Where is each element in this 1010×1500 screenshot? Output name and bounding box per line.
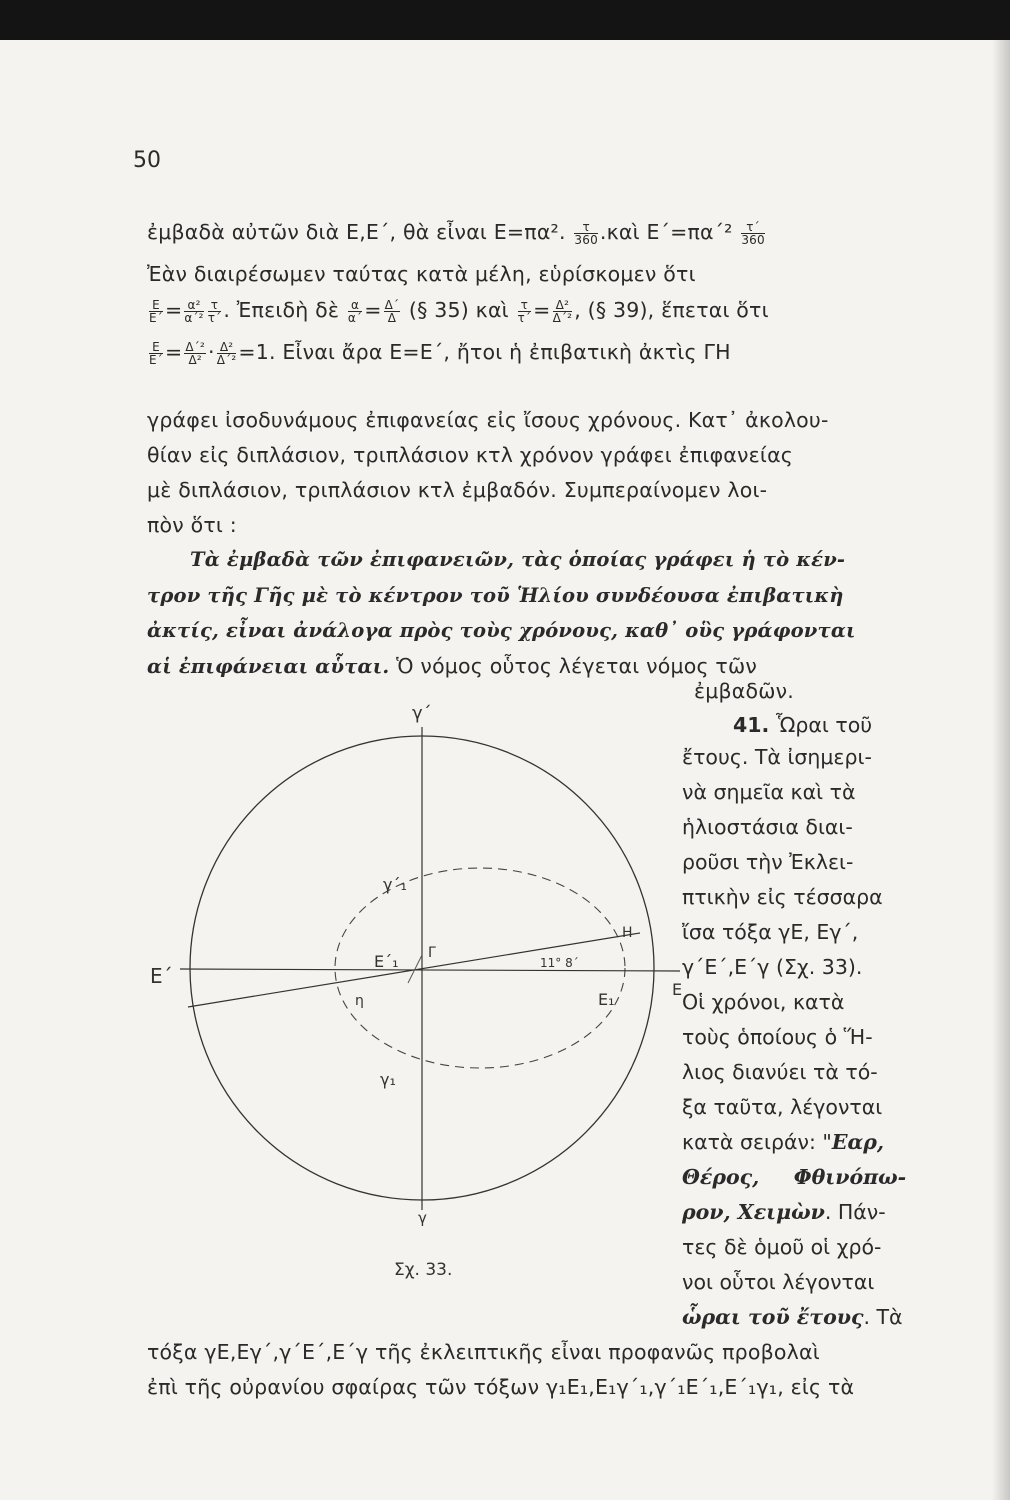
text-line-12 — [147, 654, 757, 678]
fraction — [518, 299, 532, 324]
text-segment: =1. Εἶναι ἄρα Ε=Ε΄, ἤτοι ἡ ἐπιβατικὴ ἀκτὶς ΓΗ — [238, 340, 731, 364]
fraction-den: α΄ — [347, 310, 363, 325]
text-line-1 — [147, 220, 767, 246]
season-spring: Εαρ, — [831, 1130, 884, 1154]
fraction-den: Δ΄² — [552, 310, 573, 325]
figure-33-diagram — [150, 703, 683, 1315]
col-line-14 — [682, 1165, 906, 1189]
text-segment: . Ἐπειδὴ δὲ — [223, 298, 340, 322]
page-number: 50 — [133, 148, 161, 173]
text-line-7: μὲ διπλάσιον, τριπλάσιον κτλ ἐμβαδόν. Συμπεραίνομεν λοι- — [147, 478, 768, 502]
col-line-16: τες δὲ ὁμοῦ οἱ χρό- — [682, 1235, 882, 1259]
fraction — [184, 299, 203, 324]
text-line-8: πὸν ὅτι : — [147, 513, 237, 537]
text-segment: κατὰ σειράν: " — [682, 1130, 832, 1154]
fraction — [348, 299, 362, 324]
fraction-den: τ΄ — [517, 310, 532, 325]
fraction-den: Ε΄ — [149, 352, 163, 367]
fraction — [184, 341, 206, 366]
fraction-num: α² — [184, 299, 203, 312]
section-number: 41. — [733, 713, 770, 737]
text-line-9: Τὰ ἐμβαδὰ τῶν ἐπιφανειῶν, τὰς ὁποίας γράφει ἡ τὸ κέν- — [190, 548, 846, 571]
text-line-3: $\frac{E}{E΄}$ = $\frac{\text{α²}}{\text{α΄²}}$ $\frac{\tau}{\tau΄}$ . Ἐπειδὴ δὲ $\frac{\alpha}{\alpha΄}$ = $\frac{\Delta΄}{\Delta}$ (§ 35) καὶ $\frac{\tau}{\tau΄}$ = $\frac{\text{Δ²}}{\text{Δ΄²}}$ , (§ 39), ἕπεται ὅτι — [149, 297, 769, 325]
text-segment: (§ 35) καὶ — [408, 298, 509, 322]
text-segment: αἱ ἐπιφάνειαι αὗται. — [147, 655, 390, 678]
season-winter: ρον, Χειμὼν — [682, 1200, 825, 1224]
fraction — [741, 221, 765, 246]
label-E: Ε — [672, 980, 683, 999]
text-segment: . Τὰ — [863, 1305, 903, 1329]
term-seasons: ὧραι τοῦ ἔτους — [682, 1305, 864, 1329]
col-line-15 — [682, 1200, 886, 1224]
fraction — [574, 221, 598, 246]
col-line-6: πτικὴν εἰς τέσσαρα — [682, 885, 883, 909]
text-segment: , (§ 39), ἕπεται ὅτι — [574, 298, 769, 322]
fraction-den: τ΄ — [207, 310, 222, 325]
horizontal-axis-line — [180, 969, 680, 971]
fraction-num: τ — [574, 221, 598, 234]
figure-caption: Σχ. 33. — [394, 1260, 453, 1280]
fraction-den: Δ — [387, 310, 397, 325]
text-segment: = — [164, 298, 183, 322]
text-line-bottom-1: τόξα γΕ,Εγ΄,γ΄Ε΄,Ε΄γ τῆς ἐκλειπτικῆς εἶναι προφανῶς προβολαὶ — [147, 1340, 820, 1364]
label-H: Η — [622, 925, 633, 941]
season-summer: Θέρος, — [682, 1165, 760, 1189]
scan-top-border — [0, 0, 1010, 40]
fraction-den: α΄² — [184, 310, 204, 325]
col-line-11: λιος διανύει τὰ τό- — [682, 1060, 878, 1084]
label-gamma-bottom: γ — [418, 1209, 427, 1227]
fraction-num: Δ΄² — [185, 339, 205, 354]
label-E1: Ε₁ — [598, 990, 615, 1009]
text-segment: ἐμβαδὰ αὐτῶν διὰ Ε,Ε΄, θὰ εἶναι Ε=πα². — [147, 220, 566, 244]
fraction-num: Δ΄ — [384, 297, 400, 312]
scan-right-edge — [992, 40, 1010, 1500]
fraction-den: Δ² — [188, 352, 202, 367]
text-segment: .καὶ Ε΄=πα΄² — [599, 220, 733, 244]
fraction — [149, 299, 163, 324]
fraction-num: α — [348, 299, 362, 312]
label-angle: 11° 8΄ — [540, 956, 579, 970]
col-line-3: νὰ σημεῖα καὶ τὰ — [682, 780, 856, 804]
label-gamma1-prime: γ΄₁ — [383, 875, 407, 894]
col-line-8: γ΄Ε΄,Ε΄γ (Σχ. 33). — [682, 955, 863, 979]
col-line-13 — [682, 1130, 884, 1154]
fraction-den: 360 — [741, 232, 765, 247]
fraction — [217, 341, 237, 366]
fraction-num: τ΄ — [741, 221, 765, 234]
fraction — [384, 299, 401, 324]
section-title: Ὧραι τοῦ — [775, 713, 873, 737]
col-line-10: τοὺς ὁποίους ὁ Ἥ- — [682, 1025, 873, 1049]
fraction-den: 360 — [574, 232, 598, 247]
fraction-num: Δ² — [553, 299, 573, 312]
col-line-5: ροῦσι τὴν Ἐκλει- — [682, 850, 854, 874]
fraction — [553, 299, 573, 324]
fraction — [149, 341, 163, 366]
col-line-9: Οἱ χρόνοι, κατὰ — [682, 990, 845, 1014]
col-line-17: νοι οὗτοι λέγονται — [682, 1270, 875, 1294]
text-line-13: ἐμβαδῶν. — [694, 679, 794, 703]
label-eta: η — [355, 993, 364, 1009]
fraction-num: Ε — [149, 341, 163, 354]
text-line-10: τρον τῆς Γῆς μὲ τὸ κέντρον τοῦ Ἡλίου συνδέουσα ἐπιβατικὴ — [147, 584, 844, 607]
col-line-7: ἴσα τόξα γΕ, Εγ΄, — [682, 920, 859, 944]
label-E-prime: Ε΄ — [150, 964, 173, 988]
fraction-num: Δ² — [217, 341, 237, 354]
season-autumn: Φθινόπω- — [793, 1165, 907, 1189]
text-line-6: θίαν εἰς διπλάσιον, τριπλάσιον κτλ χρόνον γράφει ἐπιφανείας — [147, 443, 794, 467]
fraction-num: τ — [208, 299, 222, 312]
text-line-11: ἀκτίς, εἶναι ἀνάλογα πρὸς τοὺς χρόνους, καθ᾿ οὓς γράφονται — [147, 619, 856, 642]
label-Gamma: Γ — [428, 945, 436, 961]
col-line-4: ἡλιοστάσια διαι- — [682, 815, 853, 839]
col-line-2: ἔτους. Τὰ ἰσημερι- — [682, 745, 872, 769]
text-line-4: $\frac{E}{E΄}$ = $\frac{\text{Δ΄²}}{\text{Δ²}}$ · $\frac{\text{Δ²}}{\text{Δ΄²}}$ =1. Εἶναι ἄρα Ε=Ε΄, ἤτοι ἡ ἐπιβατικὴ ἀκτὶς ΓΗ — [149, 339, 731, 367]
fraction-den: Δ΄² — [216, 352, 237, 367]
fraction-num: Ε — [149, 299, 163, 312]
text-line-2: Ἐὰν διαιρέσωμεν ταύτας κατὰ μέλη, εὑρίσκομεν ὅτι — [147, 262, 696, 286]
text-line-5: γράφει ἰσοδυνάμους ἐπιφανείας εἰς ἴσους χρόνους. Κατ᾿ ἀκολου- — [147, 408, 829, 432]
col-line-18 — [682, 1305, 903, 1329]
label-E1-prime: Ε΄₁ — [374, 952, 399, 971]
label-gamma-top: γ΄ — [412, 703, 432, 724]
fraction-den: Ε΄ — [149, 310, 163, 325]
fraction — [208, 299, 222, 324]
text-segment: . Πάν- — [824, 1200, 886, 1224]
text-line-bottom-2: ἐπὶ τῆς οὐρανίου σφαίρας τῶν τόξων γ₁Ε₁,Ε₁γ΄₁,γ΄₁Ε΄₁,Ε΄₁γ₁, εἰς τὰ — [147, 1375, 855, 1399]
section-heading — [733, 713, 872, 737]
label-gamma1: γ₁ — [380, 1070, 396, 1089]
fraction-num: τ — [518, 299, 532, 312]
col-line-12: ξα ταῦτα, λέγονται — [682, 1095, 883, 1119]
text-segment: Ὁ νόμος οὗτος λέγεται νόμος τῶν — [396, 654, 757, 678]
